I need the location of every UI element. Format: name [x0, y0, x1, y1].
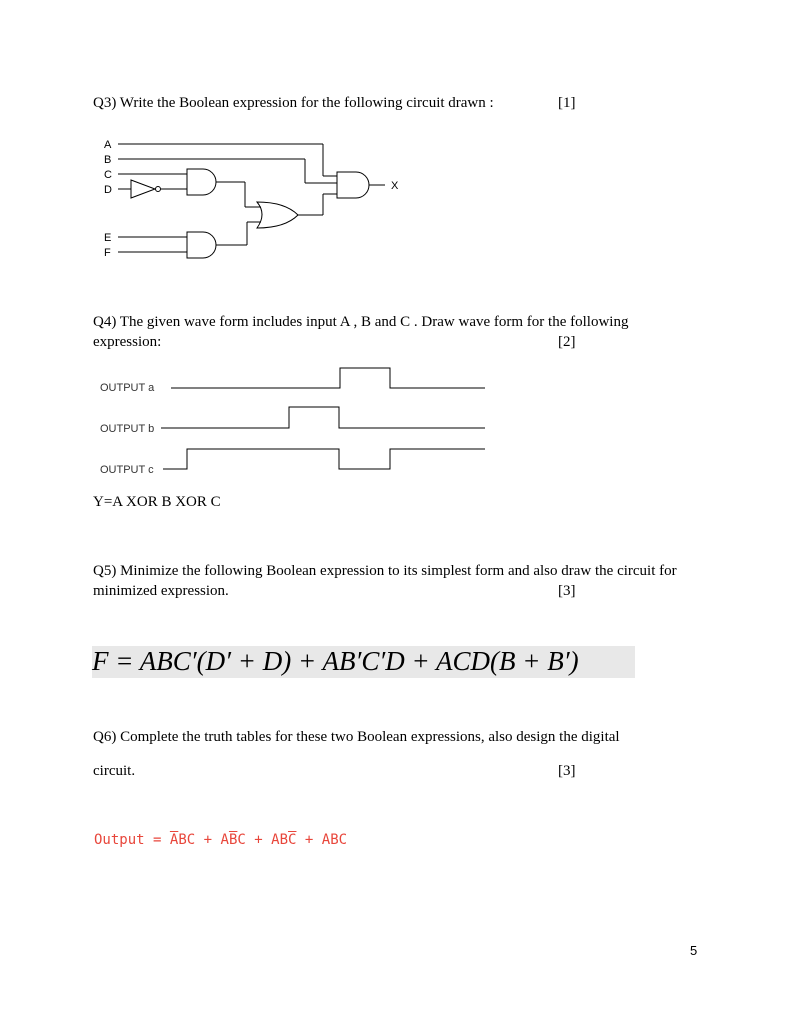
waveform-b — [161, 407, 485, 428]
output-label: Output — [94, 832, 145, 848]
q6-output-expression: Output = $\overline{A}BC + A\overline{B}C + AB\overline{C}$ + ABC — [94, 832, 348, 848]
waveform-c — [163, 449, 485, 469]
q4-expression: Y=A XOR B XOR C — [93, 494, 221, 510]
input-label-d: D — [104, 184, 112, 196]
input-label-a: A — [104, 139, 112, 151]
q4-waveform-diagram — [95, 360, 495, 480]
wave-label-a: OUTPUT a — [100, 382, 155, 394]
term-2: $A\overline{B}C$ — [220, 832, 246, 848]
wave-label-b: OUTPUT b — [100, 423, 155, 435]
term-1: $\overline{A}BC$ — [169, 832, 196, 848]
q6-text-line2: circuit. — [93, 763, 136, 779]
q5-formula: F = ABC′(D′ + D) + AB′C′D + ACD(B + B′) — [92, 646, 579, 676]
q5-text-line1: Q5) Minimize the following Boolean expression to its simplest form and also draw the circuit for — [93, 563, 677, 579]
q4-marks: [2] — [558, 334, 576, 350]
wave-label-c: OUTPUT c — [100, 464, 154, 476]
input-label-c: C — [104, 169, 112, 181]
q6-text-line1: Q6) Complete the truth tables for these two Boolean expressions, also design the digital — [93, 729, 620, 745]
output-label-x: X — [391, 180, 399, 192]
input-label-b: B — [104, 154, 112, 166]
q6-marks: [3] — [558, 763, 576, 779]
q4-text-line2: expression: — [93, 334, 162, 350]
input-label-e: E — [104, 232, 112, 244]
term-3: $AB\overline{C}$ — [271, 832, 297, 848]
q4-text-line1: Q4) The given wave form includes input A , B and C . Draw wave form for the following — [93, 314, 629, 330]
input-label-f: F — [104, 247, 111, 259]
q5-text-line2: minimized expression. — [93, 583, 229, 599]
q5-marks: [3] — [558, 583, 576, 599]
term-4: ABC — [321, 832, 348, 848]
q3-text: Q3) Write the Boolean expression for the following circuit drawn : — [93, 95, 494, 111]
waveform-a — [171, 368, 485, 388]
q3-logic-circuit-diagram — [95, 132, 415, 264]
page-number: 5 — [690, 943, 698, 958]
q3-marks: [1] — [558, 95, 576, 111]
